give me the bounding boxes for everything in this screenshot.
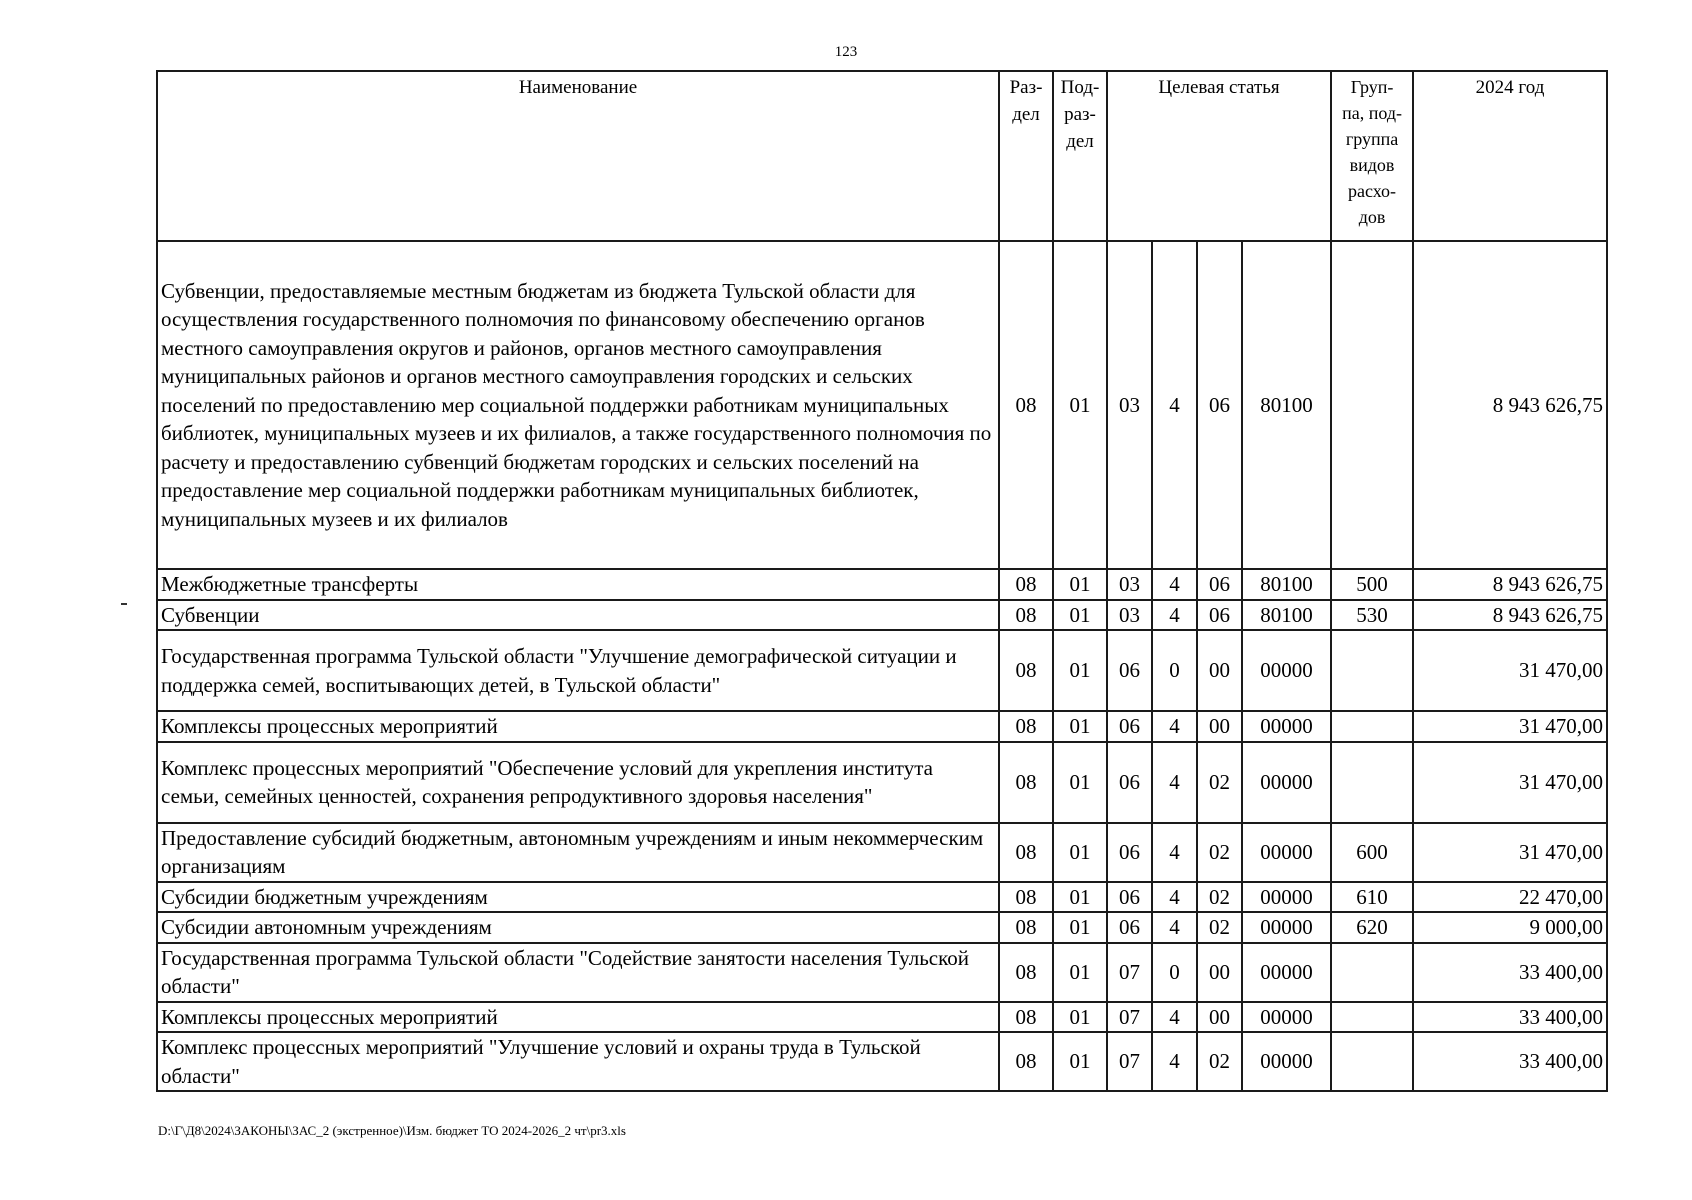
row-name: Государственная программа Тульской области "Содействие занятости населения Тульской области"	[157, 943, 999, 1002]
row-podrazdel: 01	[1053, 1032, 1107, 1091]
row-cs-program: 03	[1107, 569, 1152, 600]
row-vid-rashodov	[1331, 742, 1413, 823]
row-podrazdel: 01	[1053, 630, 1107, 711]
header-name: Наименование	[157, 71, 999, 241]
row-podrazdel: 01	[1053, 600, 1107, 631]
row-name: Субвенции	[157, 600, 999, 631]
row-cs-program: 07	[1107, 1032, 1152, 1091]
row-amount: 9 000,00	[1413, 912, 1607, 943]
row-vid-rashodov: 620	[1331, 912, 1413, 943]
row-amount: 31 470,00	[1413, 630, 1607, 711]
row-podrazdel: 01	[1053, 943, 1107, 1002]
row-vid-rashodov: 600	[1331, 823, 1413, 882]
page-number: 123	[834, 44, 858, 60]
row-name: Комплекс процессных мероприятий "Улучшение условий и охраны труда в Тульской области"	[157, 1032, 999, 1091]
row-cs-program: 03	[1107, 600, 1152, 631]
row-cs-subprogram: 00	[1197, 943, 1242, 1002]
row-name: Субсидии автономным учреждениям	[157, 912, 999, 943]
row-cs-program: 07	[1107, 1002, 1152, 1033]
row-cs-type: 4	[1152, 742, 1197, 823]
table-row	[157, 711, 1607, 742]
row-cs-program: 06	[1107, 630, 1152, 711]
row-podrazdel: 01	[1053, 569, 1107, 600]
row-vid-rashodov	[1331, 630, 1413, 711]
table-row	[157, 630, 1607, 711]
row-podrazdel: 01	[1053, 882, 1107, 913]
row-name: Комплексы процессных мероприятий	[157, 711, 999, 742]
row-cs-subprogram: 02	[1197, 823, 1242, 882]
row-amount: 31 470,00	[1413, 742, 1607, 823]
row-cs-type: 4	[1152, 882, 1197, 913]
row-cs-direction: 80100	[1242, 569, 1331, 600]
row-vid-rashodov	[1331, 711, 1413, 742]
row-cs-program: 06	[1107, 823, 1152, 882]
row-amount: 33 400,00	[1413, 943, 1607, 1002]
row-razdel: 08	[999, 742, 1053, 823]
row-cs-subprogram: 06	[1197, 600, 1242, 631]
table-row	[157, 600, 1607, 631]
header-razdel: Раз- дел	[999, 71, 1053, 241]
row-cs-type: 4	[1152, 1032, 1197, 1091]
row-cs-direction: 00000	[1242, 630, 1331, 711]
table-row	[157, 823, 1607, 882]
row-razdel: 08	[999, 943, 1053, 1002]
row-name: Комплексы процессных мероприятий	[157, 1002, 999, 1033]
row-amount: 22 470,00	[1413, 882, 1607, 913]
row-cs-program: 06	[1107, 912, 1152, 943]
row-podrazdel: 01	[1053, 711, 1107, 742]
table-row	[157, 1002, 1607, 1033]
row-cs-direction: 00000	[1242, 1002, 1331, 1033]
row-cs-subprogram: 00	[1197, 1002, 1242, 1033]
row-amount: 31 470,00	[1413, 823, 1607, 882]
margin-mark	[121, 603, 127, 605]
row-cs-subprogram: 02	[1197, 882, 1242, 913]
row-cs-program: 06	[1107, 711, 1152, 742]
row-cs-subprogram: 00	[1197, 630, 1242, 711]
row-razdel: 08	[999, 630, 1053, 711]
row-name: Государственная программа Тульской области "Улучшение демографической ситуации и поддержка семей, воспитывающих детей, в Тульской области"	[157, 630, 999, 711]
row-razdel: 08	[999, 1002, 1053, 1033]
row-cs-program: 07	[1107, 943, 1152, 1002]
row-name: Межбюджетные трансферты	[157, 569, 999, 600]
row-vid-rashodov: 610	[1331, 882, 1413, 913]
row-vid-rashodov	[1331, 1002, 1413, 1033]
table-row	[157, 742, 1607, 823]
row-cs-subprogram: 06	[1197, 241, 1242, 569]
row-cs-direction: 00000	[1242, 882, 1331, 913]
budget-table	[156, 70, 1608, 1092]
row-cs-direction: 00000	[1242, 912, 1331, 943]
table-row	[157, 241, 1607, 569]
row-name: Субвенции, предоставляемые местным бюджетам из бюджета Тульской области для осуществления государственного полномочия по финансовому обеспечению органов местного самоуправления округов и районов, органов местного самоуправления муниципальных районов и органов местного самоуправления городских и сельских поселений по предоставлению мер социальной поддержки работникам муниципальных библиотек, муниципальных музеев и их филиалов, а также государственного полномочия по расчету и предоставлению субвенций бюджетам городских и сельских поселений на предоставление мер социальной поддержки работникам муниципальных библиотек, муниципальных музеев и их филиалов	[157, 241, 999, 569]
row-razdel: 08	[999, 882, 1053, 913]
file-path-footer: D:\Г\Д8\2024\ЗАКОНЫ\ЗАС_2 (экстренное)\Изм. бюджет ТО 2024-2026_2 чт\pr3.xls	[158, 1123, 626, 1138]
header-year: 2024 год	[1413, 71, 1607, 241]
header-row	[157, 71, 1607, 241]
row-razdel: 08	[999, 711, 1053, 742]
table-row	[157, 912, 1607, 943]
row-razdel: 08	[999, 241, 1053, 569]
row-cs-program: 06	[1107, 742, 1152, 823]
row-cs-direction: 80100	[1242, 241, 1331, 569]
row-cs-subprogram: 06	[1197, 569, 1242, 600]
row-amount: 8 943 626,75	[1413, 569, 1607, 600]
row-vid-rashodov	[1331, 943, 1413, 1002]
row-cs-type: 0	[1152, 630, 1197, 711]
row-podrazdel: 01	[1053, 912, 1107, 943]
row-amount: 33 400,00	[1413, 1002, 1607, 1033]
row-name: Предоставление субсидий бюджетным, автономным учреждениям и иным некоммерческим организациям	[157, 823, 999, 882]
row-amount: 8 943 626,75	[1413, 600, 1607, 631]
row-cs-subprogram: 02	[1197, 742, 1242, 823]
row-razdel: 08	[999, 1032, 1053, 1091]
row-cs-subprogram: 02	[1197, 912, 1242, 943]
row-amount: 33 400,00	[1413, 1032, 1607, 1091]
row-podrazdel: 01	[1053, 742, 1107, 823]
row-cs-type: 4	[1152, 823, 1197, 882]
row-cs-type: 0	[1152, 943, 1197, 1002]
row-razdel: 08	[999, 600, 1053, 631]
row-cs-program: 03	[1107, 241, 1152, 569]
header-celevaya-statya: Целевая статья	[1107, 71, 1331, 241]
table-row	[157, 1032, 1607, 1091]
header-gruppa-vidov-rashodov: Груп- па, под- группа видов расхо- дов	[1331, 71, 1413, 241]
row-cs-type: 4	[1152, 241, 1197, 569]
row-cs-direction: 00000	[1242, 711, 1331, 742]
row-razdel: 08	[999, 912, 1053, 943]
row-cs-direction: 00000	[1242, 1032, 1331, 1091]
header-podrazdel: Под- раз- дел	[1053, 71, 1107, 241]
row-name: Субсидии бюджетным учреждениям	[157, 882, 999, 913]
row-cs-subprogram: 02	[1197, 1032, 1242, 1091]
row-cs-direction: 00000	[1242, 823, 1331, 882]
row-cs-type: 4	[1152, 1002, 1197, 1033]
row-podrazdel: 01	[1053, 241, 1107, 569]
row-razdel: 08	[999, 823, 1053, 882]
row-cs-program: 06	[1107, 882, 1152, 913]
row-vid-rashodov: 500	[1331, 569, 1413, 600]
row-amount: 8 943 626,75	[1413, 241, 1607, 569]
row-cs-direction: 80100	[1242, 600, 1331, 631]
row-vid-rashodov	[1331, 1032, 1413, 1091]
row-cs-direction: 00000	[1242, 943, 1331, 1002]
row-podrazdel: 01	[1053, 823, 1107, 882]
table-row	[157, 882, 1607, 913]
row-cs-type: 4	[1152, 600, 1197, 631]
row-razdel: 08	[999, 569, 1053, 600]
row-vid-rashodov: 530	[1331, 600, 1413, 631]
row-cs-direction: 00000	[1242, 742, 1331, 823]
row-cs-type: 4	[1152, 912, 1197, 943]
row-name: Комплекс процессных мероприятий "Обеспечение условий для укрепления института семьи, семейных ценностей, сохранения репродуктивного здоровья населения"	[157, 742, 999, 823]
row-cs-type: 4	[1152, 569, 1197, 600]
row-cs-subprogram: 00	[1197, 711, 1242, 742]
row-podrazdel: 01	[1053, 1002, 1107, 1033]
table-row	[157, 943, 1607, 1002]
row-vid-rashodov	[1331, 241, 1413, 569]
row-cs-type: 4	[1152, 711, 1197, 742]
row-amount: 31 470,00	[1413, 711, 1607, 742]
table-row	[157, 569, 1607, 600]
